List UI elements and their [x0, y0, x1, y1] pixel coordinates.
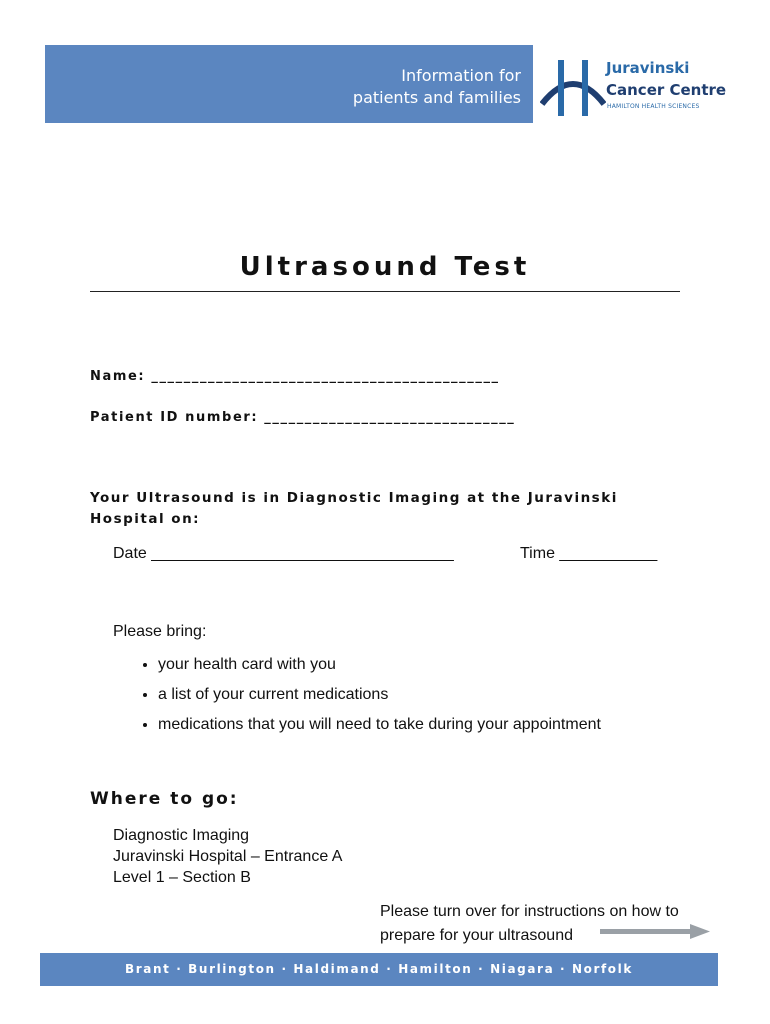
logo-name-line2: Cancer Centre	[606, 81, 727, 99]
bring-label: Please bring:	[113, 623, 207, 640]
turn-over-line1: Please turn over for instructions on how to	[380, 903, 679, 920]
address-block	[113, 825, 342, 888]
address-line1: Diagnostic Imaging	[113, 827, 250, 844]
footer-banner: Brant · Burlington · Haldimand · Hamilton · Niagara · Norfolk	[40, 953, 718, 986]
address-line2: Juravinski Hospital – Entrance A	[113, 848, 343, 865]
bring-item: • your health card with you	[158, 650, 601, 680]
juravinski-logo	[540, 52, 740, 122]
header-banner	[45, 45, 533, 123]
header-info-text	[353, 65, 521, 109]
title-divider	[90, 291, 680, 292]
address-line3: Level 1 – Section B	[113, 869, 251, 886]
patient-id-field[interactable]: Patient ID number: _______________________________	[90, 410, 516, 425]
bring-item: • medications that you will need to take during your appointment	[158, 710, 601, 740]
where-heading: Where to go:	[90, 789, 239, 809]
bring-list	[112, 650, 601, 740]
name-field[interactable]: Name: ___________________________________________	[90, 369, 500, 384]
header-info-line2: patients and families	[352, 88, 521, 107]
right-arrow-icon	[600, 924, 710, 940]
logo-subtitle: HAMILTON HEALTH SCIENCES	[607, 103, 700, 110]
bridge-logo-icon	[540, 56, 606, 118]
bring-item: • a list of your current medications	[158, 680, 601, 710]
logo-name-line1: Juravinski	[606, 59, 690, 77]
time-field[interactable]: Time ___________	[520, 545, 658, 562]
date-field[interactable]: Date __________________________________	[113, 545, 454, 562]
turn-over-line2: prepare for your ultrasound	[380, 927, 573, 944]
location-heading: Your Ultrasound is in Diagnostic Imaging at the Juravinski Hospital on:	[90, 490, 618, 527]
header-info-line1: Information for	[401, 66, 521, 85]
page-title: Ultrasound Test	[239, 252, 531, 282]
